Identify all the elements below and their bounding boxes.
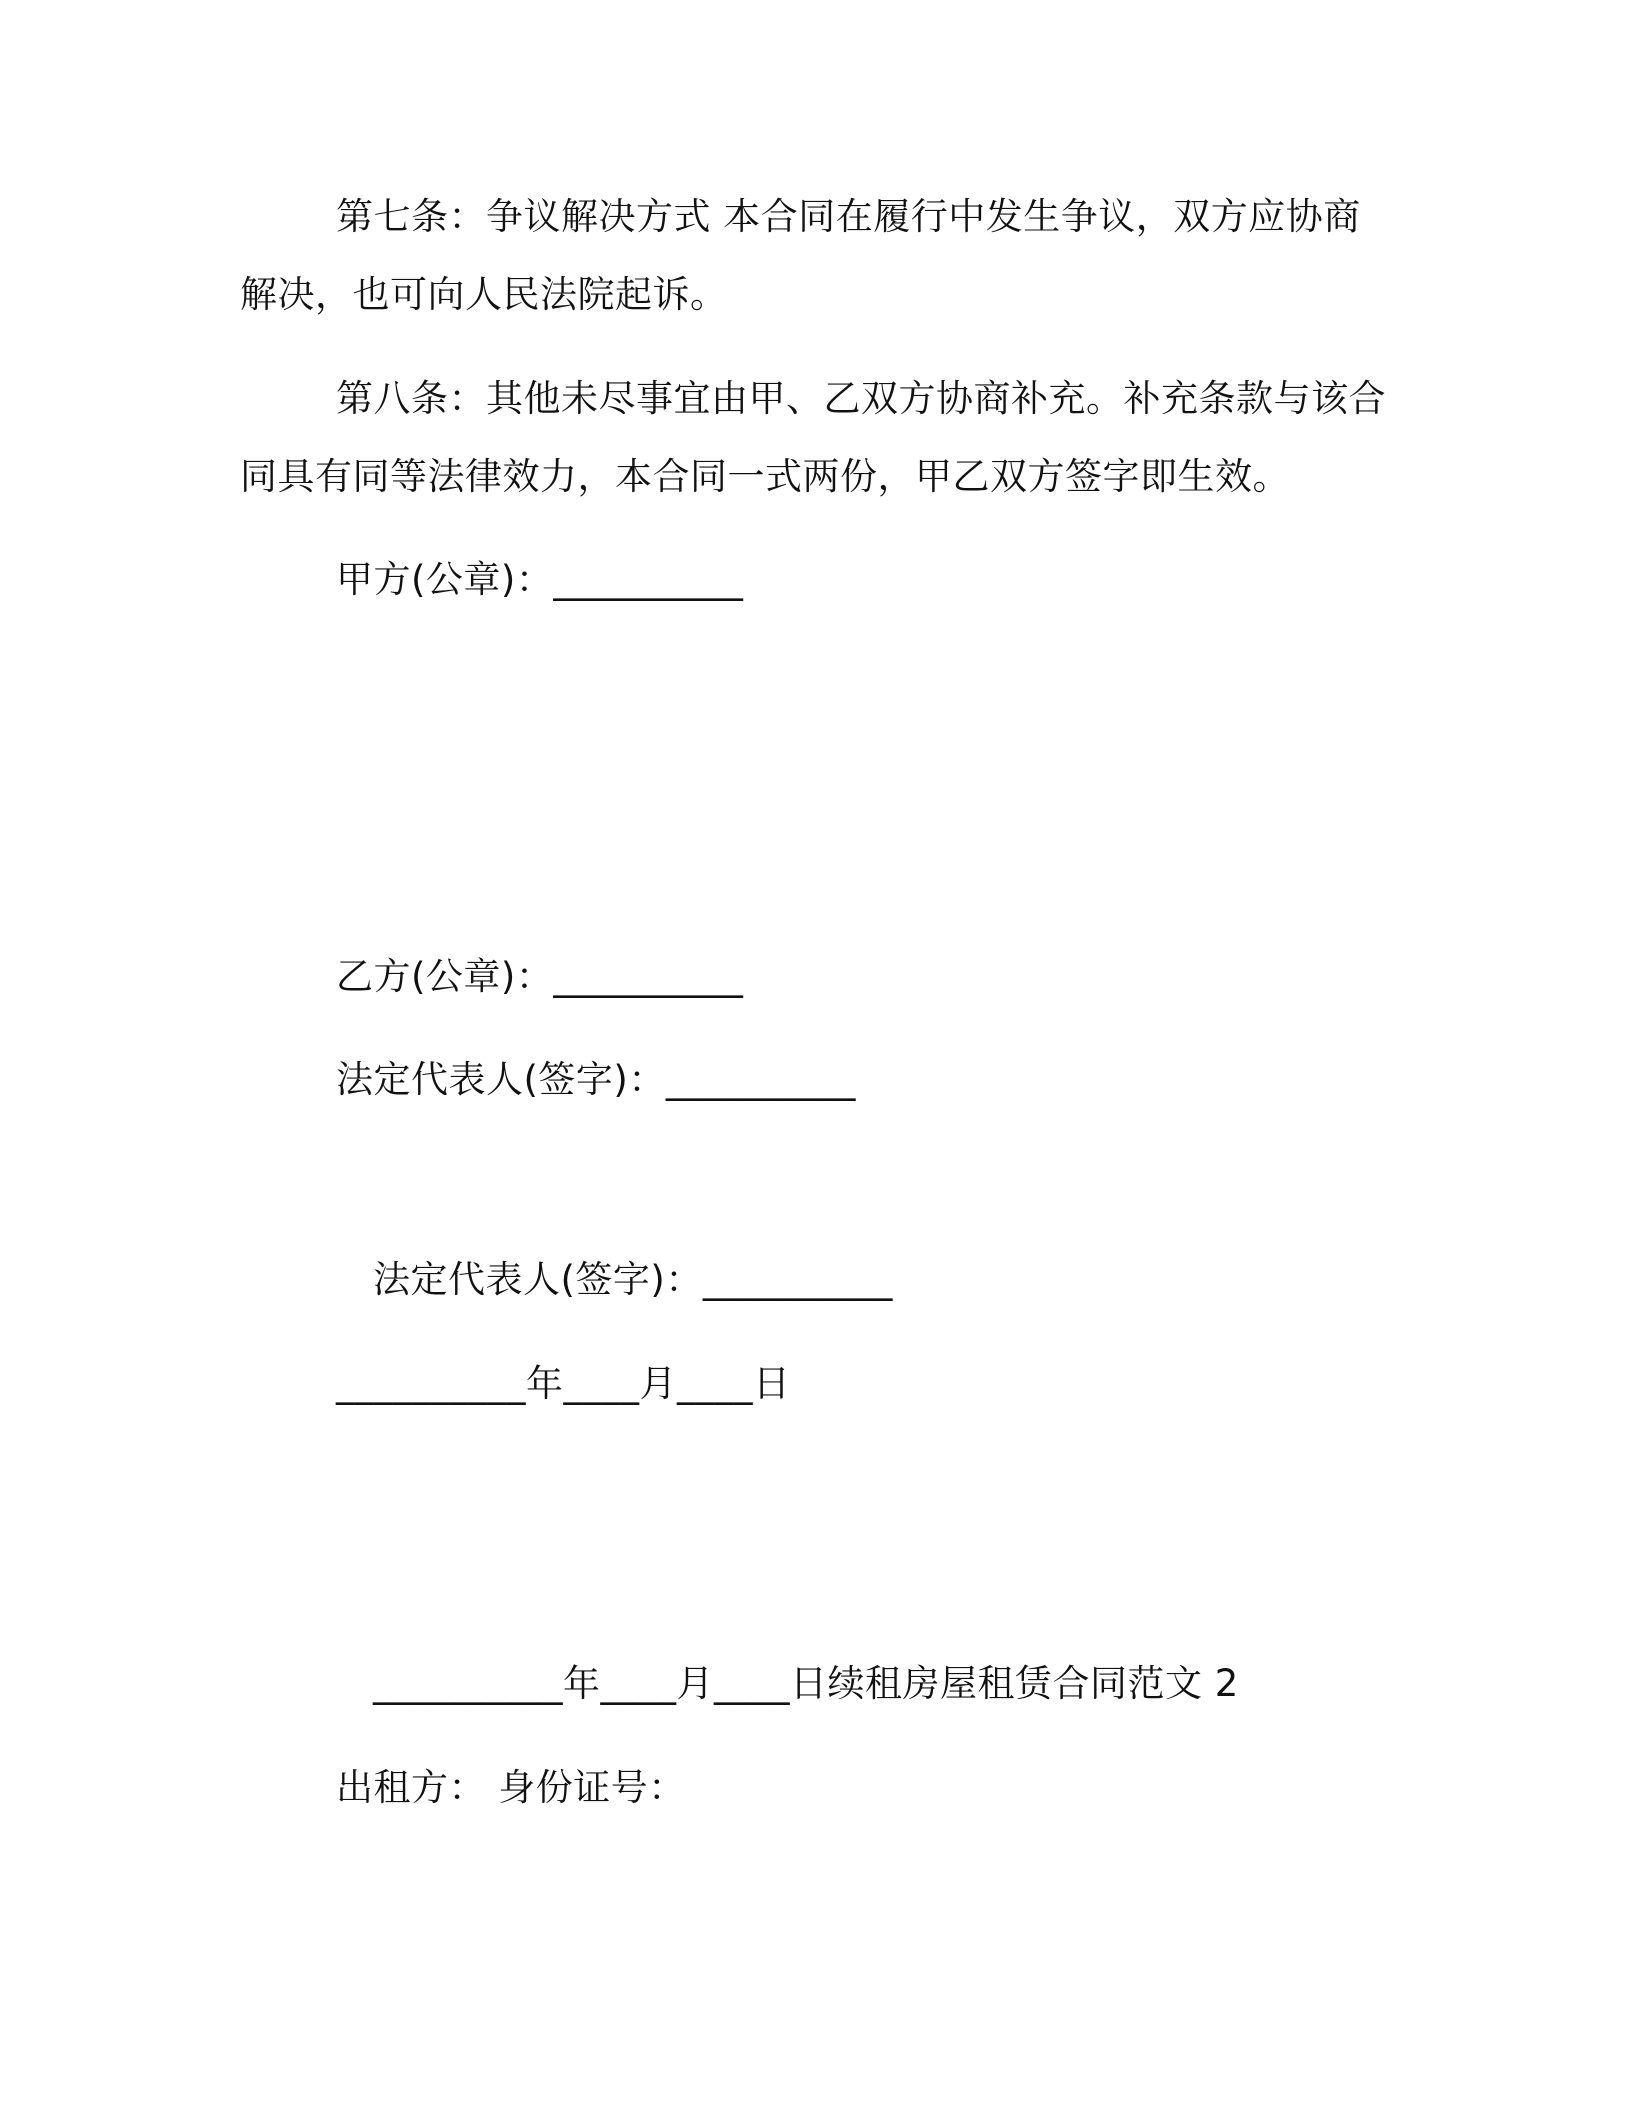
- lessor-id-line: 出租方： 身份证号：: [336, 1766, 686, 1809]
- article-7-paragraph: 第七条：争议解决方式 本合同在履行中发生争议，双方应协商解决，也可向人民法院起诉。: [240, 195, 1361, 316]
- date-line: __________年____月____日: [336, 1362, 791, 1405]
- party-a-seal-line: 甲方(公章)：__________: [336, 558, 744, 601]
- legal-representative-line-2: 法定代表人(签字)：__________: [373, 1258, 893, 1301]
- article-8-paragraph: 第八条：其他未尽事宜由甲、乙双方协商补充。补充条款与该合同具有同等法律效力，本合同一式两份，甲乙双方签字即生效。: [240, 377, 1386, 498]
- next-contract-title: __________年____月____日续租房屋租赁合同范文 2: [373, 1662, 1239, 1705]
- legal-representative-line-1: 法定代表人(签字)：__________: [336, 1058, 856, 1101]
- party-b-seal-line: 乙方(公章)：__________: [336, 955, 744, 998]
